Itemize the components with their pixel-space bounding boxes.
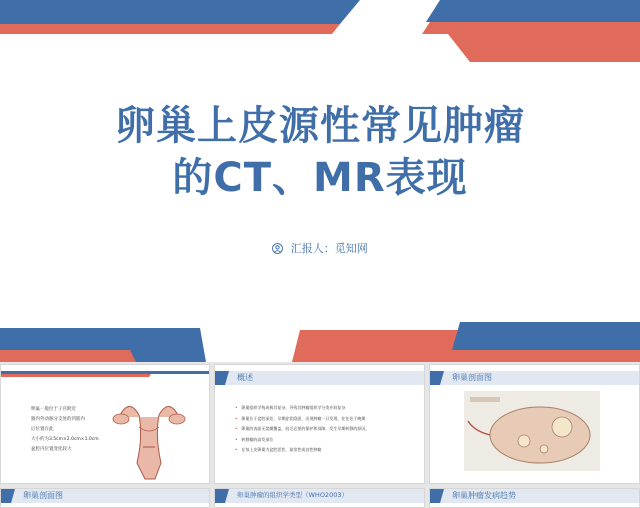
slide-1-line-5: 盆腔内位置变化较大 <box>31 447 72 452</box>
title-line-1: 卵巢上皮源性常见肿瘤 <box>115 103 525 149</box>
slide-2-bullet-4: • 转移瘤的高发部位 <box>235 435 369 446</box>
title-line-2: 的CT、MR表现 <box>172 155 468 201</box>
user-icon <box>272 243 283 254</box>
presenter-text: 汇报人：觅知网 <box>290 242 368 255</box>
thumbnail-slide-4[interactable] <box>0 488 210 508</box>
thumbnail-slide-2[interactable] <box>214 364 425 484</box>
thumbnail-slide-3[interactable] <box>429 364 640 484</box>
slide-2-bullet-1: • 卵巢组织学构成极其复杂，导致其肿瘤组织学分类亦较复杂 <box>235 403 369 414</box>
ovary-section-illustration <box>464 391 600 471</box>
uterus-illustration <box>109 387 189 483</box>
slide-1-line-4: 大小约为3.5cm×2.0cm×1.0cm <box>31 437 99 442</box>
slide-2-bullets <box>235 403 369 456</box>
thumbnail-slide-5[interactable] <box>214 488 425 508</box>
thumbnail-slide-1[interactable] <box>0 364 210 484</box>
slide-2-bullet-5: • 在每上皮卵巢为盆腔恶性，最常性或良性肿瘤 <box>235 445 369 456</box>
slide-2-title: 概述 <box>237 373 253 382</box>
slide-4-title: 卵巢剖面图 <box>23 491 63 500</box>
slide-3-title: 卵巢剖面图 <box>452 373 492 382</box>
slide-1-line-1: 卵巢一般位于子宫附近 <box>31 407 76 412</box>
slide-6-title: 卵巢肿瘤发病趋势 <box>452 491 516 500</box>
slide-1-line-3: 后位置在此 <box>31 427 54 432</box>
slide-5-title: 卵巢肿瘤的组织学类型（WHO2003） <box>237 491 348 499</box>
presenter-line <box>0 240 640 256</box>
slide-1-line-2: 髂内外动脉分支处的凹陷内 <box>31 417 85 422</box>
slide-2-bullet-3: • 卵巢的表面无浆膜覆盖，较乏必要的保护和屏障，发生早期转移的原因， <box>235 424 369 435</box>
page-title <box>0 100 640 204</box>
slide-2-bullet-2: • 卵巢位于盆腔深处，早期症状隐匿，出现肿瘤一旦发现，往往处于晚期 <box>235 414 369 425</box>
thumbnail-slide-6[interactable] <box>429 488 640 508</box>
